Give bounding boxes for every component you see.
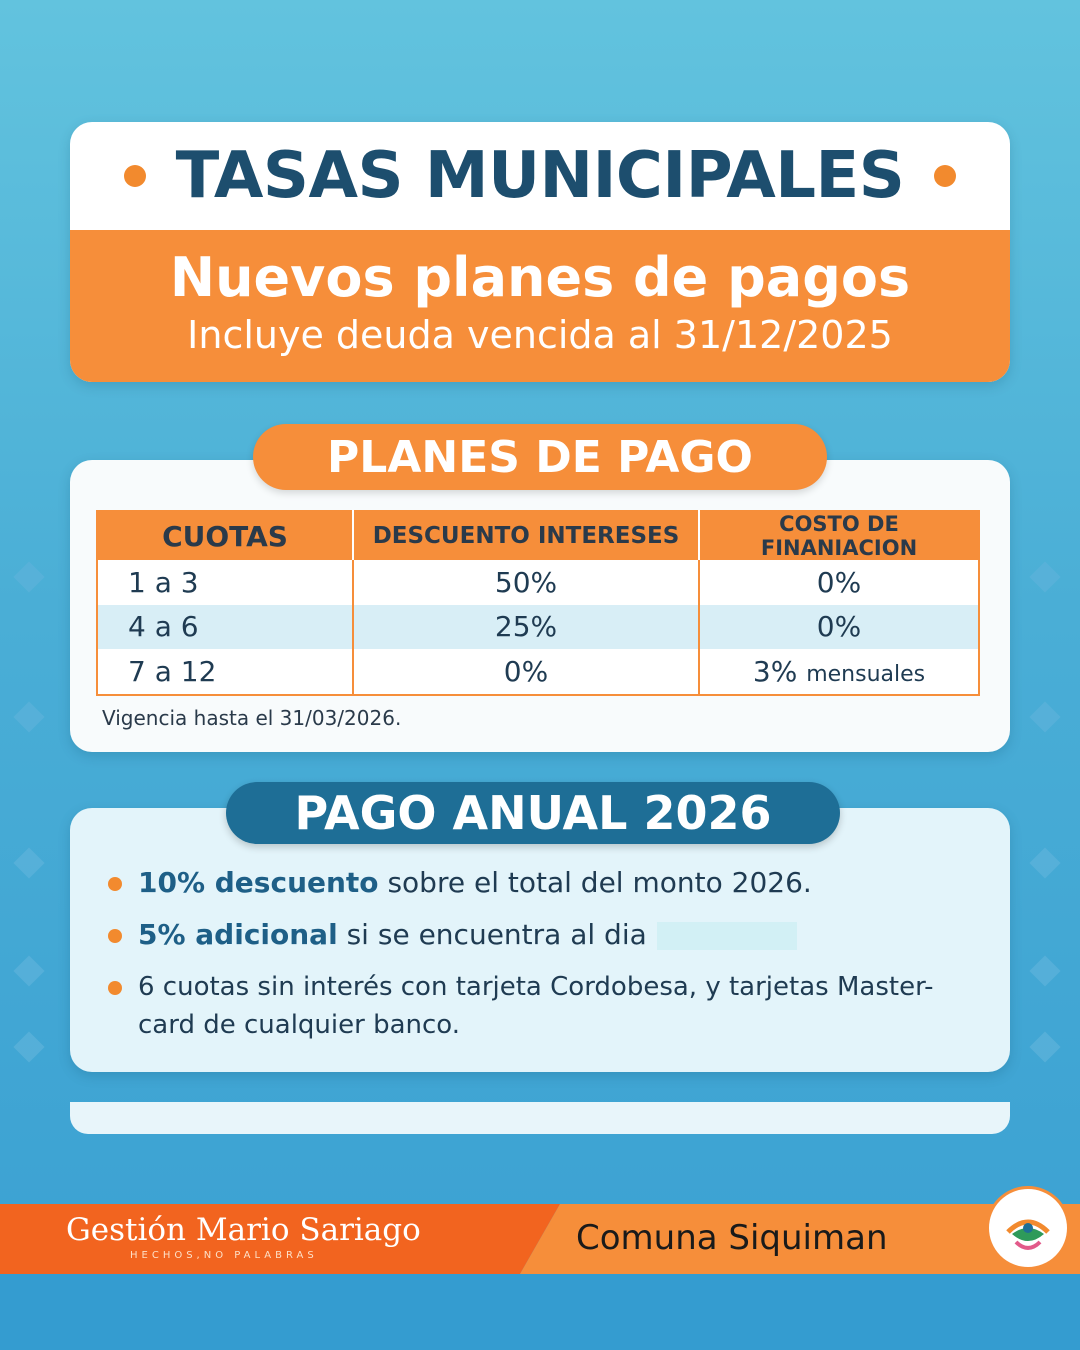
- header-card: [70, 122, 1010, 382]
- anual-heading: PAGO ANUAL 2026: [226, 782, 840, 844]
- decor-diamond: [1029, 847, 1060, 878]
- bullet-bold: 10% descuento: [138, 866, 379, 899]
- table-row: [97, 560, 979, 605]
- bullet-text: [138, 864, 812, 902]
- subtitle: Nuevos planes de pagos: [169, 246, 911, 309]
- cell-costo-value: 3%: [752, 655, 798, 689]
- cell-cuotas: 1 a 3: [97, 560, 353, 605]
- decor-diamond: [1029, 561, 1060, 592]
- bullet-dot: [108, 929, 122, 943]
- bullet-text: [138, 968, 933, 1044]
- gestion-tagline: HECHOS,NO PALABRAS: [130, 1250, 318, 1261]
- cell-descuento: 50%: [353, 560, 699, 605]
- title-row: [70, 122, 1010, 230]
- cell-costo: [699, 605, 979, 650]
- plans-table: [96, 510, 980, 696]
- bottom-strip: [0, 1274, 1080, 1350]
- comuna-name: Comuna Siquiman: [576, 1218, 888, 1258]
- table-row: [97, 605, 979, 650]
- vigencia-note: Vigencia hasta el 31/03/2026.: [102, 706, 402, 730]
- decor-diamond: [13, 561, 44, 592]
- gestion-logo-text: Gestión Mario Sariago: [66, 1212, 421, 1248]
- cell-costo-value: 0%: [816, 610, 862, 644]
- bullet-dot: [108, 877, 122, 891]
- decor-diamond: [13, 847, 44, 878]
- decor-diamond: [1029, 955, 1060, 986]
- subtitle-banner: [70, 230, 1010, 382]
- bullet-rest: sobre el total del monto 2026.: [387, 866, 812, 899]
- bullet-dot: [108, 981, 122, 995]
- cell-cuotas: 7 a 12: [97, 649, 353, 695]
- cell-cuotas: 4 a 6: [97, 605, 353, 650]
- table-header-row: [97, 511, 979, 560]
- column-header-costo: COSTO DE FINANIACION: [699, 511, 979, 560]
- bullet-text: [138, 916, 797, 954]
- cell-costo-suffix: mensuales: [806, 662, 926, 688]
- bullet-rest-continued: card de cualquier banco.: [138, 1010, 461, 1040]
- decor-bar: [70, 1102, 1010, 1134]
- bullet-rest: 6 cuotas sin interés con tarjeta Cordobesa, y tarjetas Master-: [138, 972, 934, 1002]
- bullet-dot-right: [934, 165, 956, 187]
- decor-diamond: [1029, 1031, 1060, 1062]
- cell-descuento: 0%: [353, 649, 699, 695]
- bullet-bold: 5% adicional: [138, 918, 338, 951]
- column-header-descuento: DESCUENTO INTERESES: [353, 511, 699, 560]
- bullet-rest: si se encuentra al dia: [346, 918, 647, 951]
- page-title: TASAS MUNICIPALES: [175, 139, 905, 213]
- subtitle-detail: Incluye deuda vencida al 31/12/2025: [187, 313, 893, 357]
- list-item: [108, 916, 797, 954]
- comuna-logo-icon: [986, 1186, 1070, 1270]
- planes-heading: PLANES DE PAGO: [253, 424, 827, 490]
- redacted-box: [657, 922, 797, 950]
- decor-diamond: [13, 701, 44, 732]
- bullet-dot-left: [124, 165, 146, 187]
- emblem-icon: [998, 1198, 1058, 1258]
- decor-diamond: [1029, 701, 1060, 732]
- cell-descuento: 25%: [353, 605, 699, 650]
- cell-costo: [699, 560, 979, 605]
- footer: [0, 1204, 1080, 1274]
- table-row: [97, 649, 979, 695]
- cell-costo-value: 0%: [816, 565, 862, 599]
- decor-diamond: [13, 955, 44, 986]
- list-item: [108, 968, 968, 1044]
- list-item: [108, 864, 812, 902]
- decor-diamond: [13, 1031, 44, 1062]
- cell-costo: [699, 649, 979, 695]
- column-header-cuotas: CUOTAS: [97, 511, 353, 560]
